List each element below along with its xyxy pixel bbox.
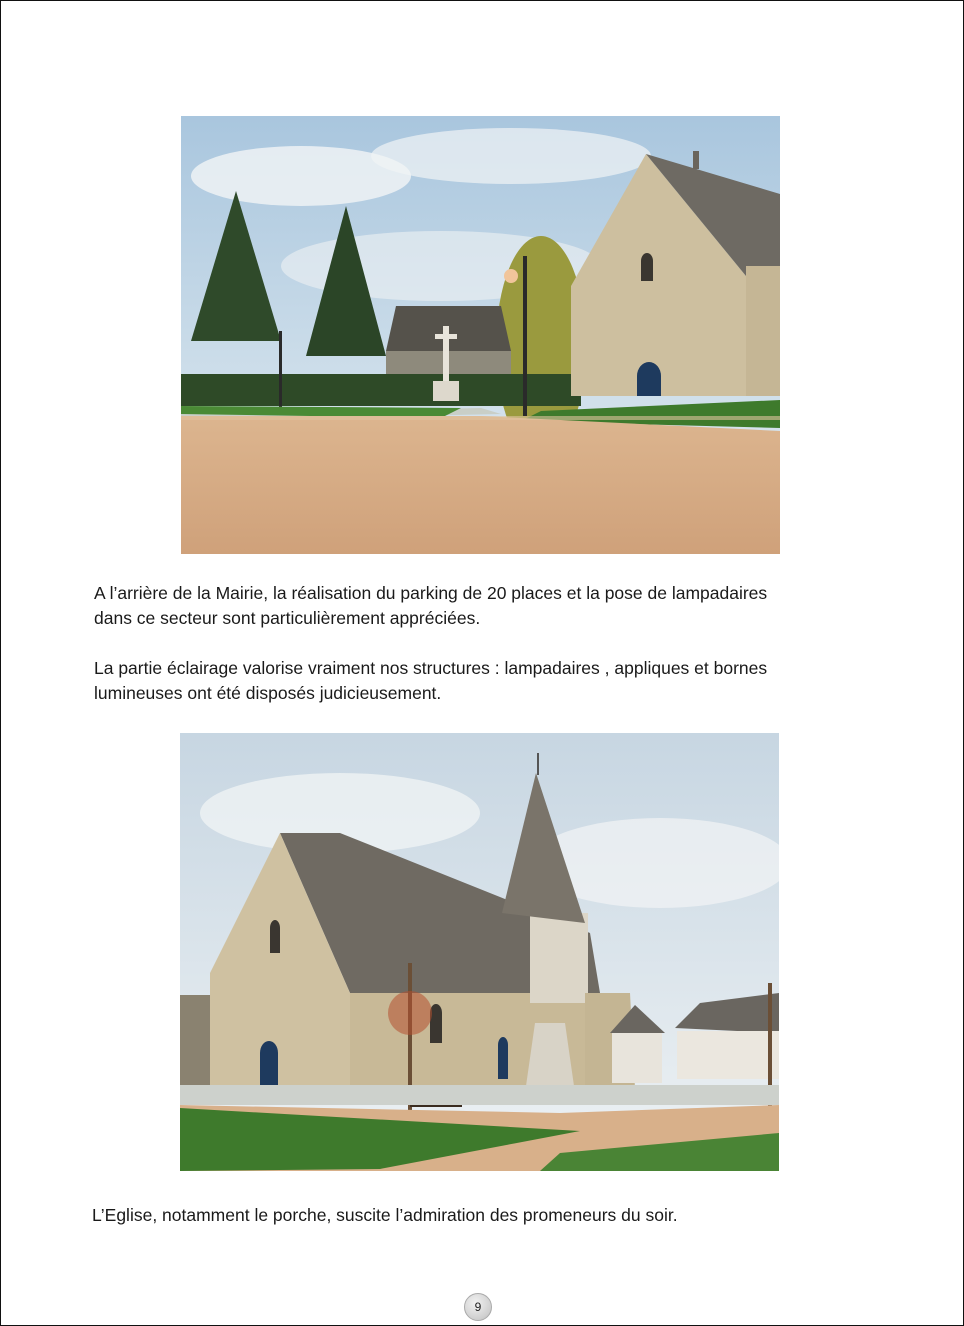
paragraph-parking-line-2: dans ce secteur sont particulièrement appréciées. — [94, 608, 481, 628]
photo-church-parking-drawing — [181, 116, 780, 554]
paragraph-lighting-line-2: lumineuses ont été disposés judicieusement. — [94, 683, 442, 703]
paragraph-parking-line-1: A l’arrière de la Mairie, la réalisation du parking de 20 places et la pose de lampadaires — [94, 583, 768, 603]
photo-church-tower — [180, 733, 779, 1171]
paragraph-church-text: L’Eglise, notamment le porche, suscite l’admiration des promeneurs du soir. — [92, 1205, 678, 1225]
paragraph-lighting-line-1: La partie éclairage valorise vraiment nos structures : lampadaires , appliques et bornes — [94, 658, 768, 678]
photo-church-tower-drawing — [180, 733, 779, 1171]
paragraph-lighting — [94, 656, 874, 706]
photo-church-parking — [181, 116, 780, 554]
page-number-badge: 9 — [464, 1293, 492, 1321]
paragraph-parking — [94, 581, 874, 631]
paragraph-church — [92, 1203, 872, 1228]
